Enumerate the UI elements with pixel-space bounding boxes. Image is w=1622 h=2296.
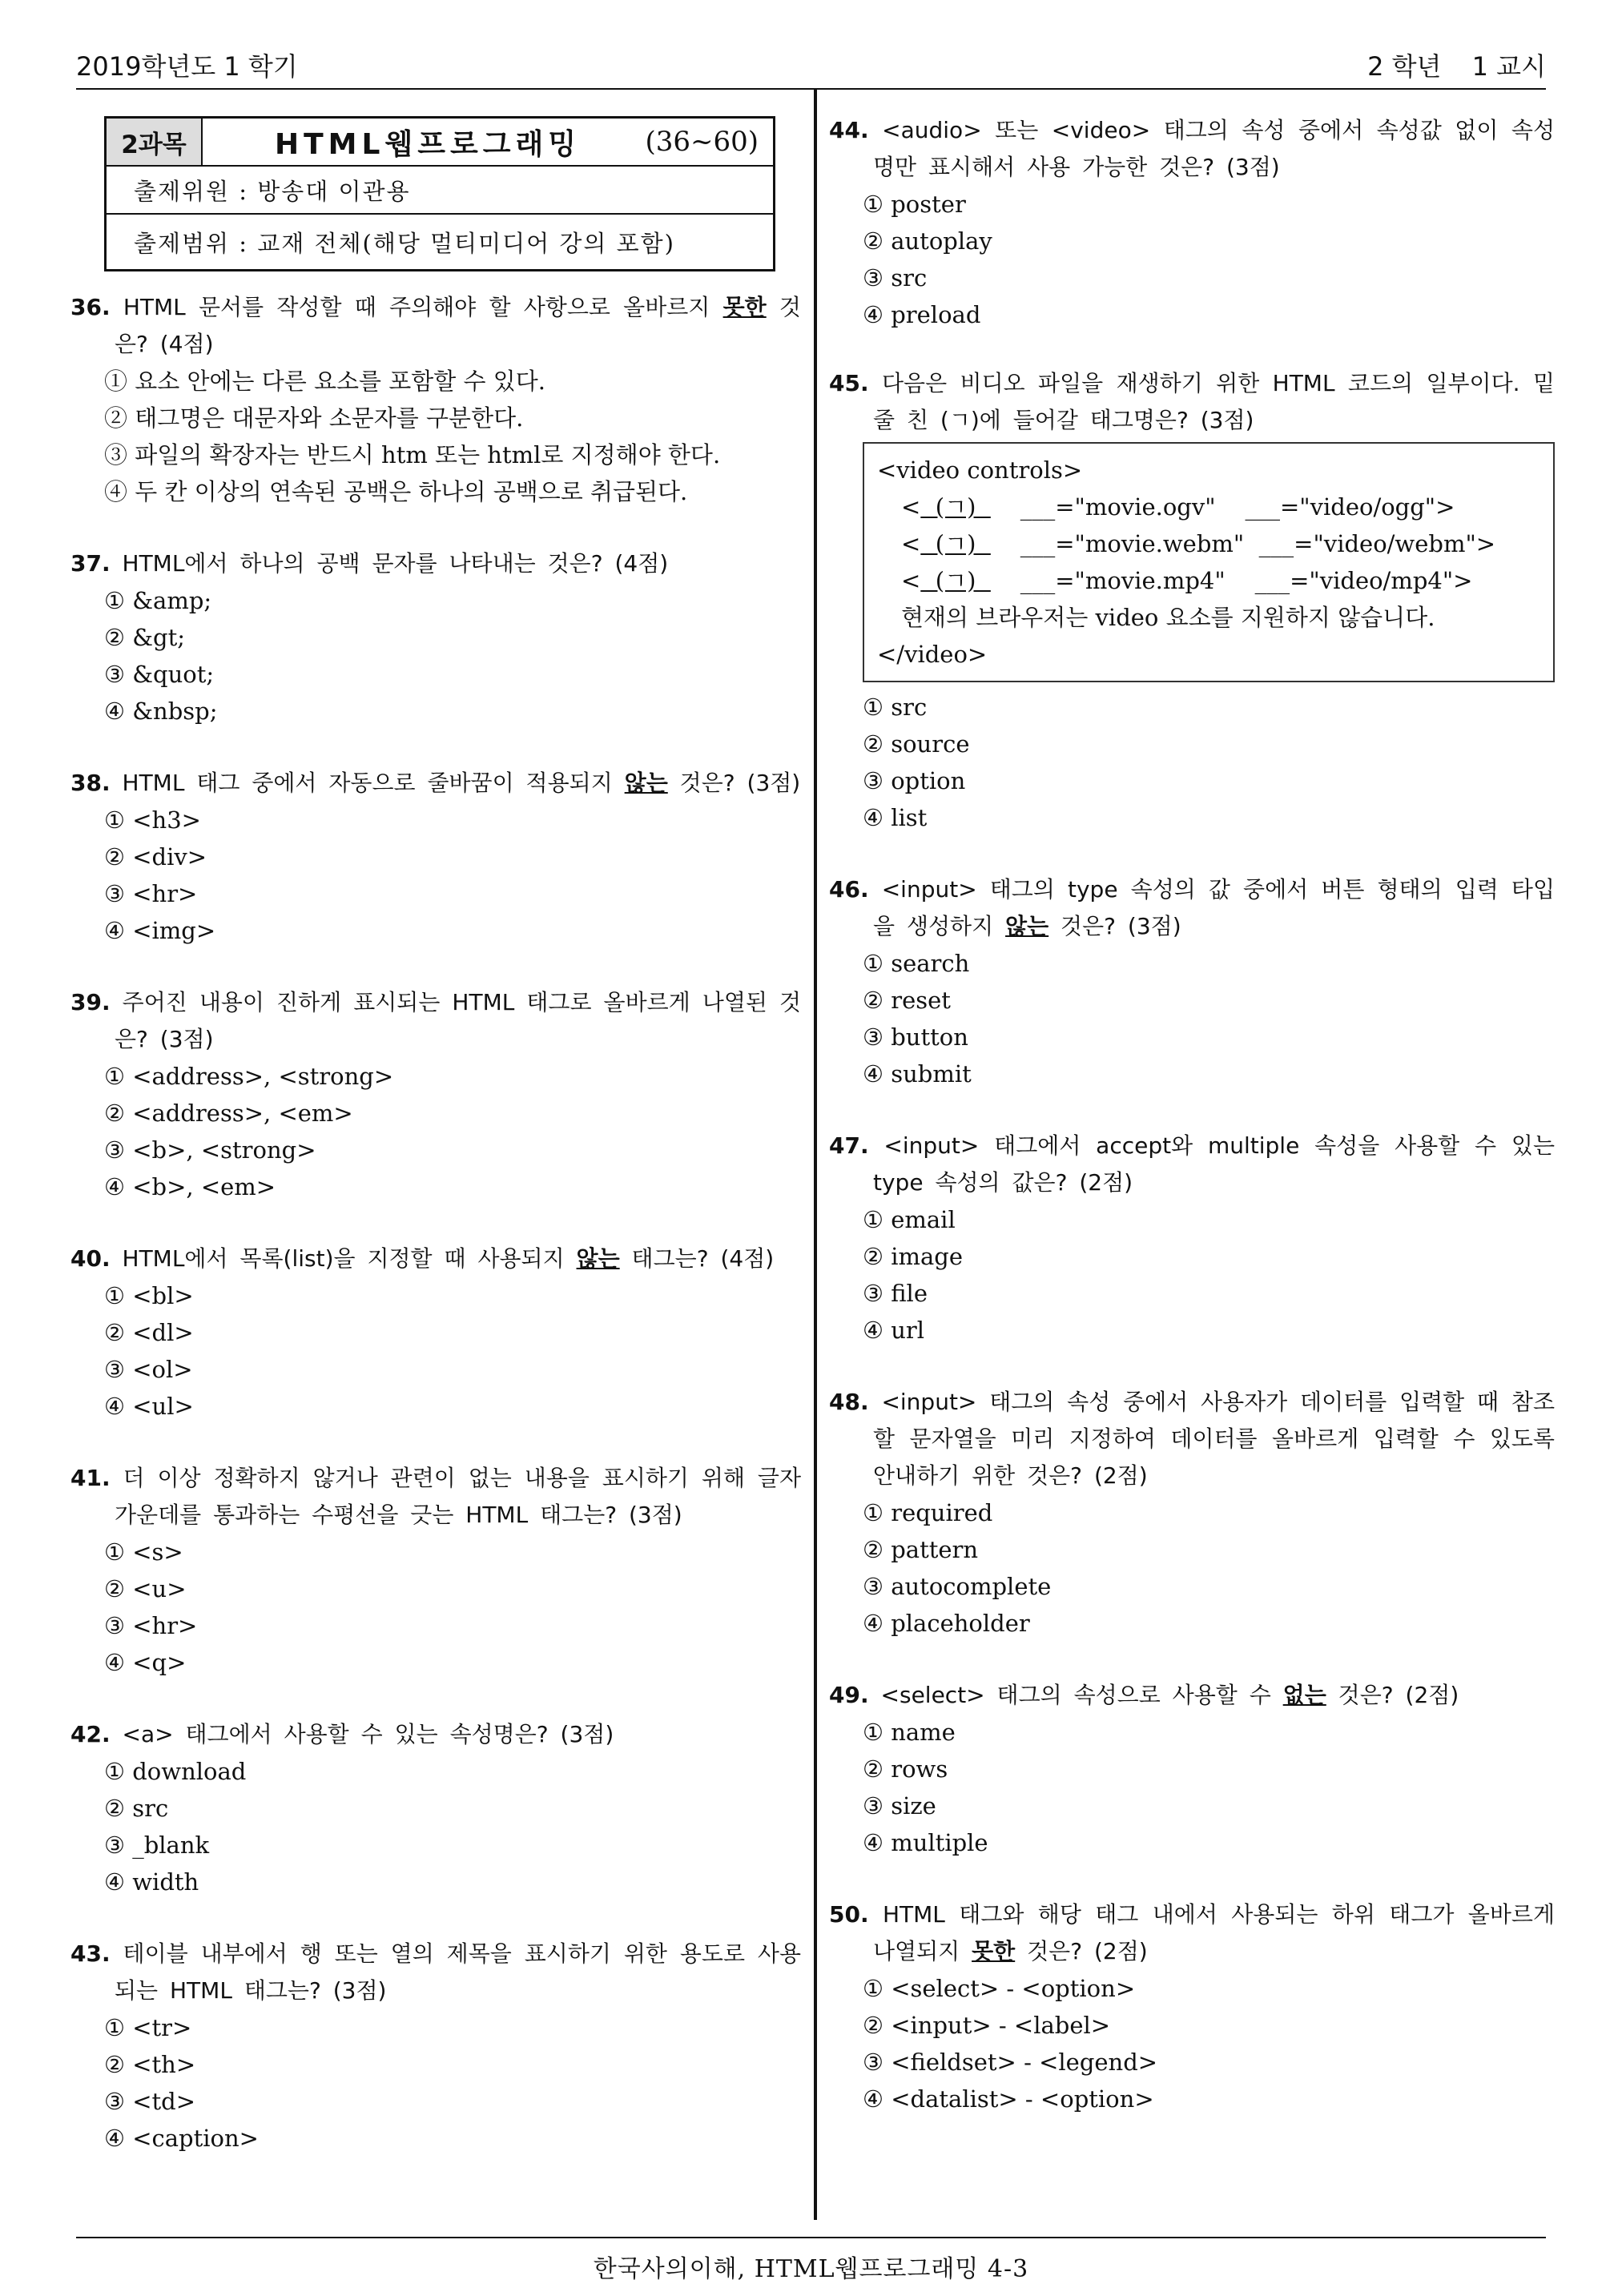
option: ④ <img> (104, 917, 216, 944)
option: ① <select> - <option> (863, 1975, 1136, 2002)
option: ① <h3> (104, 806, 201, 834)
question-41 (70, 1460, 801, 1681)
option: ① <s> (104, 1538, 183, 1566)
option: ④ 두 칸 이상의 연속된 공백은 하나의 공백으로 취급된다. (104, 478, 688, 505)
code-line: </video> (877, 641, 988, 668)
option: ② 태그명은 대문자와 소문자를 구분한다. (104, 404, 524, 432)
option: ① email (863, 1206, 956, 1233)
header-period: 1 교시 (1471, 51, 1546, 82)
question-number: 48. (829, 1389, 869, 1415)
option: ④ preload (863, 301, 981, 328)
option: ② <input> - <label> (863, 2012, 1111, 2039)
option-list (829, 945, 1555, 1092)
option: ① <address>, <strong> (104, 1063, 394, 1090)
option: ② reset (863, 987, 951, 1014)
question-text: HTML에서 목록(list)을 지정할 때 사용되지 (122, 1245, 577, 1272)
question-emphasis: 않는 (576, 1245, 620, 1272)
right-question-list (829, 871, 1555, 2117)
question-number: 40. (70, 1245, 111, 1272)
option: ③ <td> (104, 2088, 196, 2115)
option-list (829, 1970, 1555, 2117)
option-list (829, 186, 1555, 333)
option: ③ button (863, 1023, 968, 1051)
option-list (70, 1277, 801, 1425)
subject-box (104, 116, 775, 271)
question-text: <select> 태그의 속성으로 사용할 수 (880, 1682, 1283, 1708)
question-text: 주어진 내용이 진하게 표시되는 HTML 태그로 올바르게 나열된 것은? (3점) (115, 989, 801, 1052)
option-list (70, 363, 801, 510)
column-divider (814, 90, 817, 2220)
question-39 (70, 984, 801, 1205)
question-text-end: 것은? (3점) (1048, 913, 1181, 939)
option: ④ url (863, 1317, 925, 1344)
option: ② <th> (104, 2051, 196, 2078)
option: ③ <fieldset> - <legend> (863, 2049, 1158, 2076)
option: ④ list (863, 804, 928, 831)
option-list (829, 1201, 1555, 1349)
header-rule (76, 88, 1546, 90)
question-text: 더 이상 정확하지 않거나 관련이 없는 내용을 표시하기 위해 글자 가운데를 통과하는 수평선을 긋는 HTML 태그는? (3점) (115, 1465, 801, 1528)
option: ① <tr> (104, 2014, 192, 2041)
question-43 (70, 1936, 801, 2157)
question-42 (70, 1716, 801, 1900)
subject-title: HTML웹프로그래밍 (275, 127, 582, 161)
question-number: 43. (70, 1940, 111, 1967)
option: ② &gt; (104, 624, 186, 651)
question-text: <input> 태그의 type 속성의 값 중에서 버튼 형태의 입력 타입을 생성하지 (873, 876, 1556, 939)
option: ② <address>, <em> (104, 1100, 353, 1127)
option: ③ option (863, 767, 966, 794)
option: ③ src (863, 264, 928, 292)
question-text: HTML 태그와 해당 태그 내에서 사용되는 하위 태그가 올바르게 나열되지 (873, 1901, 1555, 1964)
option: ② <div> (104, 843, 207, 871)
option: ④ multiple (863, 1829, 988, 1856)
code-line: < (ㄱ) ___="movie.mp4" ___="video/mp4"> (901, 567, 1473, 594)
header-right (1345, 46, 1546, 83)
option: ③ <b>, <strong> (104, 1136, 316, 1164)
option: ② src (104, 1795, 169, 1822)
question-text: HTML 문서를 작성할 때 주의해야 할 사항으로 올바르지 (123, 294, 723, 320)
question-number: 39. (70, 989, 111, 1015)
option: ① search (863, 950, 970, 977)
option-list (70, 2009, 801, 2157)
code-box (863, 442, 1555, 682)
question-text: 다음은 비디오 파일을 재생하기 위한 HTML 코드의 일부이다. 밑줄 친 (ㄱ)에 들어갈 태그명은? (3점) (873, 370, 1555, 433)
header-grade: 2 학년 (1367, 51, 1442, 82)
question-text-end: 태그는? (4점) (619, 1245, 775, 1272)
question-48 (829, 1384, 1555, 1642)
code-line: < (ㄱ) ___="movie.ogv" ___="video/ogg"> (901, 493, 1455, 521)
option-list (70, 1058, 801, 1205)
question-text: <input> 태그의 속성 중에서 사용자가 데이터를 입력할 때 참조할 문자열을 미리 지정하여 데이터를 올바르게 입력할 수 있도록 안내하기 위한 것은? (2점) (873, 1389, 1555, 1489)
option: ③ <hr> (104, 1612, 198, 1639)
code-line: 현재의 브라우저는 video 요소를 지원하지 않습니다. (901, 604, 1435, 631)
subject-tag: 2과목 (107, 119, 203, 165)
option: ① src (863, 694, 928, 721)
question-45 (829, 365, 1555, 836)
question-number: 46. (829, 876, 869, 903)
option: ④ <datalist> - <option> (863, 2085, 1154, 2113)
option-list (70, 582, 801, 730)
question-emphasis: 않는 (624, 770, 668, 796)
question-number: 41. (70, 1465, 111, 1491)
option: ① &amp; (104, 587, 212, 614)
question-text: HTML 태그 중에서 자동으로 줄바꿈이 적용되지 (122, 770, 625, 796)
option: ② image (863, 1243, 964, 1270)
option: ④ &nbsp; (104, 698, 218, 725)
left-column (70, 116, 801, 2157)
question-number: 38. (70, 770, 111, 796)
question-number: 44. (829, 117, 869, 143)
question-37 (70, 545, 801, 730)
option: ③ 파일의 확장자는 반드시 htm 또는 html로 지정해야 한다. (104, 441, 721, 468)
option: ④ width (104, 1868, 199, 1896)
question-text-end: 것은? (2점) (1326, 1682, 1459, 1708)
option: ② <u> (104, 1575, 187, 1602)
question-38 (70, 765, 801, 949)
question-44 (829, 112, 1555, 333)
option: ③ &quot; (104, 661, 215, 688)
option: ③ file (863, 1280, 928, 1307)
option: ① download (104, 1758, 247, 1785)
question-text: <input> 태그에서 accept와 multiple 속성을 사용할 수 있는 type 속성의 값은? (2점) (873, 1132, 1555, 1196)
option-list (829, 1714, 1555, 1861)
question-emphasis: 못한 (722, 294, 767, 320)
option: ③ autocomplete (863, 1573, 1052, 1600)
option: ② source (863, 730, 970, 758)
question-number: 36. (70, 294, 111, 320)
option: ④ <b>, <em> (104, 1173, 276, 1200)
option: ④ placeholder (863, 1610, 1030, 1637)
code-line: < (ㄱ) ___="movie.webm" ___="video/webm"> (901, 530, 1496, 557)
subject-range: (36~60) (645, 126, 759, 158)
page-footer: 한국사의이해, HTML웹프로그래밍 4-3 (593, 2255, 1029, 2283)
option: ① required (863, 1499, 993, 1526)
option-list (829, 1494, 1555, 1642)
right-column (829, 112, 1555, 2117)
question-text-end: 것은? (2점) (1015, 1938, 1148, 1964)
option: ② rows (863, 1755, 948, 1783)
option-list (829, 689, 1555, 836)
left-question-list (70, 289, 801, 2157)
question-40 (70, 1240, 801, 1425)
option: ③ <ol> (104, 1356, 193, 1383)
option: ③ size (863, 1792, 936, 1820)
question-36 (70, 289, 801, 510)
question-46 (829, 871, 1555, 1092)
page-header (76, 46, 1546, 83)
question-text: <audio> 또는 <video> 태그의 속성 중에서 속성값 없이 속성명만 표시해서 사용 가능한 것은? (3점) (873, 117, 1556, 180)
option: ④ submit (863, 1060, 972, 1088)
option: ② autoplay (863, 227, 992, 255)
option-list (70, 1753, 801, 1900)
question-number: 37. (70, 550, 111, 577)
question-emphasis: 없는 (1282, 1682, 1326, 1708)
question-text: <a> 태그에서 사용할 수 있는 속성명은? (3점) (122, 1721, 614, 1747)
option: ④ <caption> (104, 2125, 259, 2152)
option: ② <dl> (104, 1319, 194, 1346)
question-number: 47. (829, 1132, 869, 1159)
option: ④ <ul> (104, 1393, 194, 1420)
option: ① <bl> (104, 1282, 194, 1309)
question-text-end: 것은? (3점) (667, 770, 801, 796)
question-text-end: 것은? (4점) (115, 294, 801, 357)
header-semester: 2019학년도 1 학기 (76, 51, 298, 82)
code-line: <video controls> (877, 456, 1083, 484)
question-49 (829, 1677, 1555, 1861)
subject-scope: 출제범위 : 교재 전체(해당 멀티미디어 강의 포함) (134, 229, 675, 257)
question-47 (829, 1128, 1555, 1349)
question-number: 49. (829, 1682, 869, 1708)
option: ① poster (863, 191, 966, 218)
question-50 (829, 1896, 1555, 2117)
option: ① name (863, 1719, 956, 1746)
option-list (70, 802, 801, 949)
option: ② pattern (863, 1536, 979, 1563)
question-emphasis: 못한 (972, 1938, 1016, 1964)
question-number: 42. (70, 1721, 111, 1747)
subject-author: 출제위원 : 방송대 이관용 (107, 167, 773, 215)
option: ④ <q> (104, 1649, 187, 1676)
option: ③ _blank (104, 1832, 210, 1859)
question-number: 45. (829, 370, 869, 396)
question-number: 50. (829, 1901, 869, 1928)
footer-rule (76, 2237, 1546, 2238)
option: ① 요소 안에는 다른 요소를 포함할 수 있다. (104, 368, 545, 395)
question-text: HTML에서 하나의 공백 문자를 나타내는 것은? (4점) (122, 550, 669, 577)
option: ③ <hr> (104, 880, 198, 907)
question-emphasis: 않는 (1005, 913, 1049, 939)
option-list (70, 1534, 801, 1681)
question-text: 테이블 내부에서 행 또는 열의 제목을 표시하기 위한 용도로 사용되는 HTML 태그는? (3점) (115, 1940, 801, 2004)
